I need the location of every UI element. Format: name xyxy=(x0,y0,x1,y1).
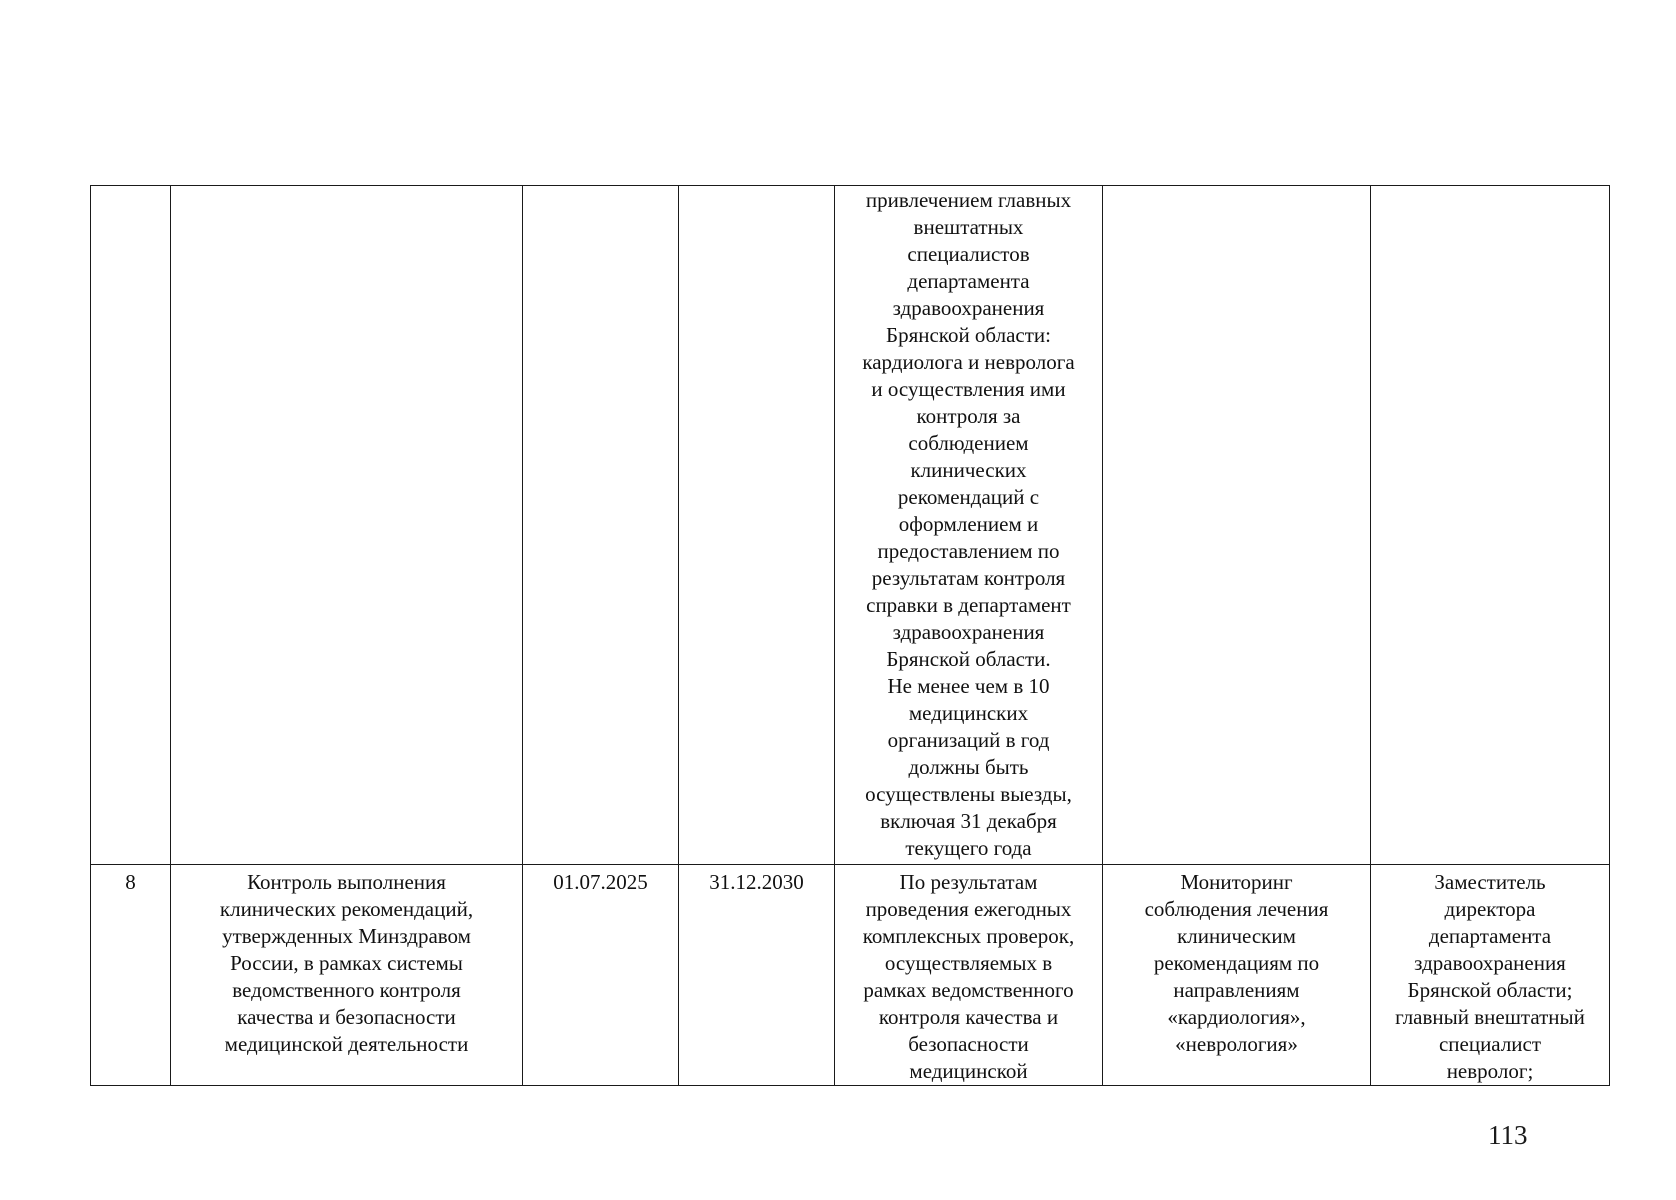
cell-number: 8 xyxy=(91,865,171,1086)
indicator-text: Мониторинг соблюдения лечения клиническим рекомендациям по направлениям «кардиология», «неврология» xyxy=(1144,870,1329,1056)
table-row-continuation xyxy=(91,186,1610,865)
page-number: 113 xyxy=(1488,1120,1528,1150)
cell-end-date: 31.12.2030 xyxy=(679,865,835,1086)
cell-start-date xyxy=(523,186,679,865)
cell-start-date: 01.07.2025 xyxy=(523,865,679,1086)
table-row-8 xyxy=(91,865,1610,1086)
cell-activity xyxy=(171,186,523,865)
plan-table xyxy=(90,185,1610,1086)
cell-activity xyxy=(171,865,523,1086)
cell-result xyxy=(835,865,1103,1086)
cell-end-date xyxy=(679,186,835,865)
cell-responsible xyxy=(1371,865,1610,1086)
result-text: привлечением главных внештатных специалистов департамента здравоохранения Брянской области: кардиолога и невролога и осуществления ими контроля за соблюдением клинических рекомендаций с оформлением и предоставлением по результатам контроля справки в департамент здравоохранения Брянской области. Не менее чем в 10 медицинских организаций в год должны быть осуществлены выезды, включая 31 декабря текущего года xyxy=(862,188,1075,860)
cell-indicator xyxy=(1103,865,1371,1086)
activity-text: Контроль выполнения клинических рекомендаций, утвержденных Минздравом России, в рамках системы ведомственного контроля качества и безопасности медицинской деятельности xyxy=(219,870,474,1056)
result-text: По результатам проведения ежегодных комплексных проверок, осуществляемых в рамках ведомственного контроля качества и безопасности медицинской xyxy=(862,870,1075,1083)
cell-result xyxy=(835,186,1103,865)
plan-table-wrapper xyxy=(90,185,1609,1086)
responsible-text: Заместитель директора департамента здравоохранения Брянской области; главный внештатный специалист невролог; xyxy=(1395,870,1585,1083)
cell-responsible xyxy=(1371,186,1610,865)
cell-indicator xyxy=(1103,186,1371,865)
cell-number xyxy=(91,186,171,865)
